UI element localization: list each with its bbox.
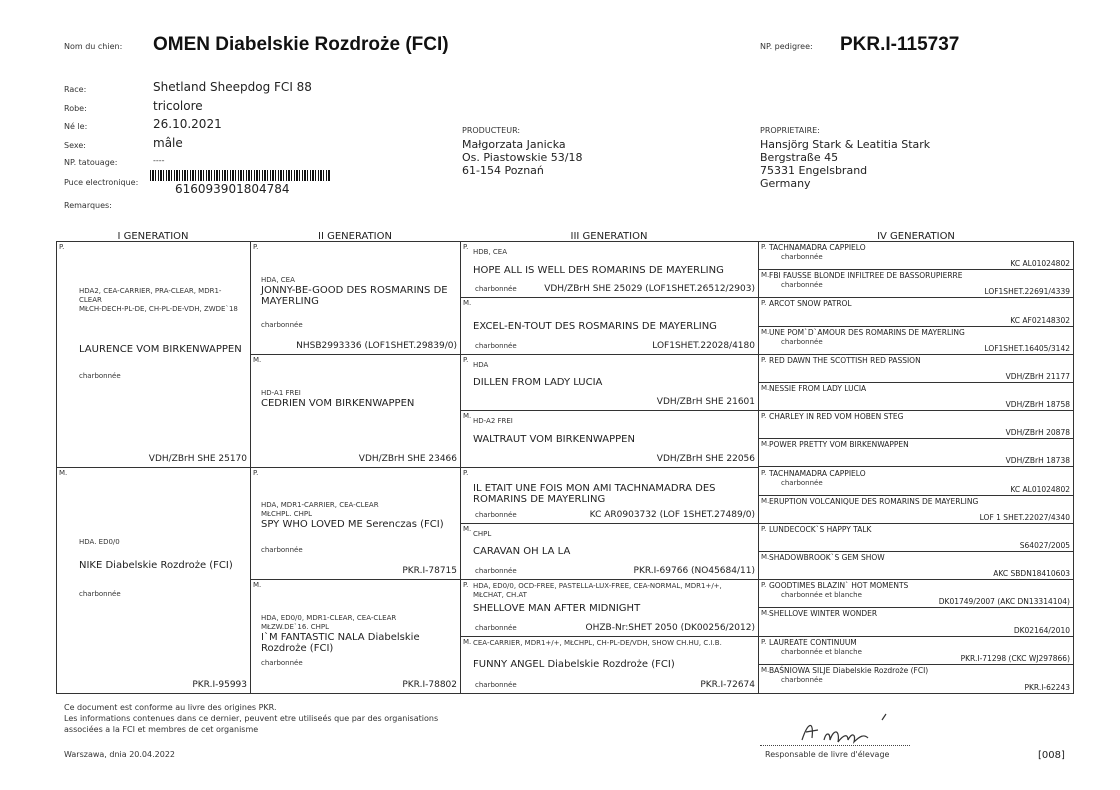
ancestor-color: charbonnée bbox=[781, 675, 823, 684]
ancestor-cell-gen4 bbox=[759, 439, 1073, 467]
ancestor-titles: HDA bbox=[473, 360, 489, 369]
ancestor-name: SHADOWBROOK`S GEM SHOW bbox=[769, 553, 885, 563]
signature bbox=[790, 710, 920, 755]
ancestor-color: charbonnée bbox=[781, 281, 823, 290]
ancestor-name: UNE POM`D`AMOUR DES ROMARINS DE MAYERLING bbox=[769, 327, 965, 337]
ancestor-cell-gen2 bbox=[251, 355, 461, 468]
ancestor-titles: HDA. ED0/0 bbox=[79, 537, 120, 546]
ancestor-name: BAŚNIOWA SILJE Diabelskie Rozdroże (FCI) bbox=[769, 665, 929, 675]
ancestor-registration: DK02164/2010 bbox=[1013, 625, 1070, 635]
ancestor-color-registration bbox=[475, 284, 755, 294]
ancestor-name: NIKE Diabelskie Rozdroże (FCI) bbox=[79, 559, 233, 571]
sex-marker: M. bbox=[761, 440, 770, 449]
ancestor-registration: PKR.I-95993 bbox=[192, 680, 247, 690]
responsible-label: Responsable de livre d'élevage bbox=[765, 750, 890, 759]
ancestor-color: charbonnée bbox=[475, 285, 517, 294]
ancestor-cell-gen4 bbox=[759, 298, 1073, 326]
signature-line bbox=[760, 745, 910, 746]
ancestor-color: charbonnée bbox=[261, 320, 303, 329]
ancestor-cell-gen4 bbox=[759, 355, 1073, 383]
sex-marker: P. bbox=[761, 524, 767, 533]
pedigree-number: PKR.I-115737 bbox=[840, 34, 960, 55]
ancestor-registration: PKR.I-78802 bbox=[402, 680, 457, 690]
ancestor-name: GOODTIMES BLAZIN` HOT MOMENTS bbox=[769, 581, 909, 591]
born-label: Né le: bbox=[64, 122, 88, 131]
chip-barcode bbox=[150, 170, 330, 181]
ancestor-cell-gen4 bbox=[759, 580, 1073, 608]
ancestor-color: charbonnée bbox=[79, 372, 121, 380]
ancestor-color: charbonnée et blanche bbox=[781, 591, 862, 600]
ancestor-registration: VDH/ZBrH 18738 bbox=[1005, 456, 1070, 466]
chip-number: 616093901804784 bbox=[175, 182, 290, 196]
ancestor-titles: HD-A1 FREI bbox=[261, 388, 301, 397]
ancestor-cell-gen4 bbox=[759, 637, 1073, 665]
sex-marker: P. bbox=[463, 243, 469, 251]
owner-label: PROPRIETAIRE: bbox=[760, 126, 820, 135]
ancestor-registration: LOF1SHET.22028/4180 bbox=[652, 340, 755, 351]
sex-marker: P. bbox=[463, 581, 469, 590]
owner-line: Hansjörg Stark & Leatitia Stark bbox=[760, 138, 931, 151]
chip-label: Puce electronique: bbox=[64, 178, 139, 187]
ancestor-name: ERUPTION VOLCANIQUE DES ROMARINS DE MAYERLING bbox=[769, 496, 979, 506]
ancestor-cell-gen3 bbox=[461, 411, 759, 467]
sex-marker: P. bbox=[253, 243, 259, 251]
robe-label: Robe: bbox=[64, 104, 87, 113]
sex-marker: M. bbox=[253, 581, 262, 590]
producer-line: Małgorzata Janicka bbox=[462, 138, 566, 151]
sex-marker: P. bbox=[463, 468, 469, 477]
pedigree-label: NP. pedigree: bbox=[760, 42, 813, 51]
ancestor-name: SHELLOVE WINTER WONDER bbox=[769, 609, 878, 619]
ancestor-name: LAURENCE VOM BIRKENWAPPEN bbox=[79, 344, 242, 355]
generation-header-1: I GENERATION bbox=[117, 231, 189, 242]
owner-line: Germany bbox=[760, 177, 811, 190]
sex-marker: P. bbox=[761, 243, 767, 251]
ancestor-color: charbonnée bbox=[781, 253, 823, 261]
ancestor-name: TACHNAMADRA CAPPIELO bbox=[769, 468, 866, 478]
born-value: 26.10.2021 bbox=[153, 117, 222, 131]
ancestor-name: HOPE ALL IS WELL DES ROMARINS DE MAYERLING bbox=[473, 264, 724, 276]
ancestor-color-registration bbox=[475, 510, 755, 520]
ancestor-cell-gen1 bbox=[57, 468, 251, 694]
producer-line: Os. Piastowskie 53/18 bbox=[462, 151, 583, 164]
sex-marker: P. bbox=[761, 299, 767, 308]
ancestor-name: DILLEN FROM LADY LUCIA bbox=[473, 377, 603, 389]
ancestor-cell-gen3 bbox=[461, 637, 759, 693]
ancestor-cell-gen1 bbox=[57, 242, 251, 468]
ancestor-cell-gen4 bbox=[759, 524, 1073, 552]
ancestor-registration: VDH/ZBrH SHE 23466 bbox=[358, 453, 457, 464]
ancestor-color: charbonnée bbox=[261, 546, 303, 555]
sex-marker: M. bbox=[463, 637, 472, 646]
ancestor-titles: HDA, MDR1-CARRIER, CEA-CLEAR MŁCHPL. CHPL bbox=[261, 501, 379, 519]
ancestor-color: charbonnée bbox=[781, 337, 823, 346]
ancestor-registration: NHSB2993336 (LOF1SHET.29839/0) bbox=[296, 340, 457, 351]
ancestor-name: SHELLOVE MAN AFTER MIDNIGHT bbox=[473, 602, 641, 614]
ancestor-color: charbonnée bbox=[261, 659, 303, 668]
ancestor-cell-gen4 bbox=[759, 242, 1073, 270]
ancestor-registration: KC AL01024802 bbox=[1010, 259, 1070, 269]
owner-line: 75331 Engelsbrand bbox=[760, 164, 868, 177]
sex-marker: P. bbox=[761, 581, 767, 590]
ancestor-registration: AKC SBDN18410603 bbox=[993, 569, 1070, 579]
ancestor-registration: PKR.I-62243 bbox=[1024, 682, 1070, 692]
ancestor-color: charbonnée bbox=[475, 567, 517, 576]
ancestor-cell-gen3 bbox=[461, 355, 759, 411]
ancestor-cell-gen3 bbox=[461, 580, 759, 636]
producer-address bbox=[462, 138, 582, 177]
ancestor-titles: HD-A2 FREI bbox=[473, 417, 513, 426]
ancestor-registration: VDH/ZBrH 20878 bbox=[1005, 428, 1070, 438]
ancestor-cell-gen3 bbox=[461, 468, 759, 524]
ancestor-titles: CEA-CARRIER, MDR1+/+, MŁCHPL, CH-PL-DE/VDH, SHOW CH.HU, C.I.B. bbox=[473, 638, 722, 647]
ancestor-name: RED DAWN THE SCOTTISH RED PASSION bbox=[769, 355, 921, 365]
tattoo-label: NP. tatouage: bbox=[64, 158, 118, 167]
dog-name-label: Nom du chien: bbox=[64, 42, 123, 51]
sex-marker: P. bbox=[463, 355, 469, 364]
generation-header-4: IV GENERATION bbox=[877, 231, 955, 242]
ancestor-name: POWER PRETTY VOM BIRKENWAPPEN bbox=[769, 440, 909, 450]
place-date: Warszawa, dnia 20.04.2022 bbox=[64, 750, 176, 759]
ancestor-cell-gen4 bbox=[759, 327, 1073, 355]
ancestor-name: CHARLEY IN RED VOM HOBEN STEG bbox=[769, 412, 904, 422]
ancestor-name: LAUREATE CONTINUUM bbox=[769, 637, 857, 647]
ancestor-registration: VDH/ZBrH SHE 25029 (LOF1SHET.26512/2903) bbox=[544, 284, 755, 295]
owner-address bbox=[760, 138, 930, 190]
ancestor-titles: CHPL bbox=[473, 529, 492, 538]
ancestor-registration: LOF1SHET.16405/3142 bbox=[984, 343, 1070, 353]
ancestor-name: NESSIE FROM LADY LUCIA bbox=[769, 383, 867, 393]
footer-info: Les informations contenues dans ce dernier, peuvent etre utiliseés que par des organisations bbox=[64, 714, 439, 723]
ancestor-registration: KC AL01024802 bbox=[1010, 484, 1070, 494]
generation-header-2: II GENERATION bbox=[318, 231, 392, 242]
ancestor-cell-gen4 bbox=[759, 552, 1073, 580]
ancestor-registration: KC AF02148302 bbox=[1010, 315, 1070, 325]
sex-marker: M. bbox=[59, 468, 68, 477]
sex-marker: P. bbox=[761, 637, 767, 646]
ancestor-name: FBI FAUSSE BLONDE INFILTREE DE BASSORUPIERRE bbox=[769, 271, 963, 281]
ancestor-cell-gen4 bbox=[759, 608, 1073, 636]
owner-line: Bergstraße 45 bbox=[760, 151, 839, 164]
ancestor-registration: S64027/2005 bbox=[1019, 541, 1070, 551]
ancestor-color: charbonnée bbox=[475, 681, 517, 689]
ancestor-registration: VDH/ZBrH 18758 bbox=[1005, 400, 1070, 410]
sex-marker: M. bbox=[761, 496, 770, 505]
ancestor-cell-gen2 bbox=[251, 242, 461, 355]
tattoo-value: ---- bbox=[153, 156, 165, 165]
sex-marker: P. bbox=[761, 355, 767, 364]
ancestor-registration: KC AR0903732 (LOF 1SHET.27489/0) bbox=[589, 509, 755, 520]
ancestor-cell-gen2 bbox=[251, 580, 461, 693]
sex-marker: M. bbox=[463, 299, 472, 308]
document-code: [008] bbox=[1038, 750, 1065, 761]
ancestor-registration: VDH/ZBrH SHE 25170 bbox=[148, 453, 247, 464]
sex-marker: M. bbox=[761, 553, 770, 562]
dog-name: OMEN Diabelskie Rozdroże (FCI) bbox=[153, 34, 449, 55]
ancestor-color: charbonnée bbox=[475, 623, 517, 632]
ancestor-color-registration bbox=[475, 680, 755, 690]
ancestor-color: charbonnée bbox=[781, 478, 823, 487]
ancestor-titles: HDB, CEA bbox=[473, 248, 508, 256]
ancestor-color-registration bbox=[475, 566, 755, 576]
footer-info-2: associées a la FCI et membres de cet organisme bbox=[64, 725, 259, 734]
ancestor-cell-gen4 bbox=[759, 665, 1073, 693]
pedigree-table bbox=[56, 241, 1074, 694]
ancestor-registration: LOF1SHET.22691/4339 bbox=[984, 287, 1070, 297]
ancestor-name: TACHNAMADRA CAPPIELO bbox=[769, 243, 866, 252]
remarks-label: Remarques: bbox=[64, 201, 112, 210]
sex-marker: M. bbox=[761, 665, 770, 674]
ancestor-color: charbonnée bbox=[475, 510, 517, 519]
ancestor-name: SPY WHO LOVED ME Serenczas (FCI) bbox=[261, 519, 444, 531]
ancestor-cell-gen4 bbox=[759, 411, 1073, 439]
ancestor-cell-gen3 bbox=[461, 298, 759, 354]
ancestor-registration: LOF 1 SHET.22027/4340 bbox=[979, 512, 1070, 522]
ancestor-registration: PKR.I-71298 (CKC WJ297866) bbox=[960, 653, 1070, 663]
sex-marker: M. bbox=[463, 412, 472, 421]
ancestor-registration: PKR.I-78715 bbox=[402, 566, 457, 577]
robe-value: tricolore bbox=[153, 99, 203, 113]
sex-marker: P. bbox=[59, 243, 65, 251]
ancestor-registration: PKR.I-69766 (NO45684/11) bbox=[633, 566, 755, 577]
footer-conformity: Ce document est conforme au livre des origines PKR. bbox=[64, 703, 277, 712]
ancestor-cell-gen4 bbox=[759, 270, 1073, 298]
ancestor-cell-gen4 bbox=[759, 468, 1073, 496]
ancestor-name: FUNNY ANGEL Diabelskie Rozdroże (FCI) bbox=[473, 659, 675, 671]
ancestor-color-registration bbox=[475, 623, 755, 633]
sex-marker: M. bbox=[253, 355, 262, 364]
ancestor-name: JONNY-BE-GOOD DES ROSMARINS DE MAYERLING bbox=[261, 284, 448, 307]
sex-marker: M. bbox=[761, 327, 770, 336]
ancestor-cell-gen3 bbox=[461, 524, 759, 580]
ancestor-cell-gen3 bbox=[461, 242, 759, 298]
sex-label: Sexe: bbox=[64, 141, 86, 150]
ancestor-registration: DK01749/2007 (AKC DN13314104) bbox=[938, 597, 1070, 607]
ancestor-color: charbonnée bbox=[79, 589, 121, 598]
ancestor-registration: VDH/ZBrH SHE 21601 bbox=[656, 397, 755, 408]
ancestor-titles: HDA2, CEA-CARRIER, PRA-CLEAR, MDR1-CLEAR MŁCH-DECH-PL-DE, CH-PL-DE-VDH, ZWDE`18 bbox=[79, 287, 238, 313]
sex-marker: M. bbox=[761, 609, 770, 618]
ancestor-name: IL ETAIT UNE FOIS MON AMI TACHNAMADRA DES ROMARINS DE MAYERLING bbox=[473, 483, 716, 506]
sex-marker: P. bbox=[761, 468, 767, 477]
ancestor-titles: HDA, ED0/0, OCD-FREE, PASTELLA-LUX-FREE, CEA-NORMAL, MDR1+/+, MŁCHAT, CH.AT bbox=[473, 582, 722, 600]
ancestor-registration: OHZB-Nr:SHET 2050 (DK00256/2012) bbox=[585, 622, 755, 633]
producer-line: 61-154 Poznań bbox=[462, 164, 544, 177]
ancestor-cell-gen4 bbox=[759, 496, 1073, 524]
ancestor-color: charbonnée bbox=[475, 341, 517, 350]
ancestor-color: charbonnée et blanche bbox=[781, 647, 862, 656]
ancestor-name: CARAVAN OH LA LA bbox=[473, 546, 571, 558]
ancestor-registration: VDH/ZBrH SHE 22056 bbox=[656, 453, 755, 464]
ancestor-cell-gen4 bbox=[759, 383, 1073, 411]
sex-marker: P. bbox=[253, 468, 259, 477]
ancestor-name: WALTRAUT VOM BIRKENWAPPEN bbox=[473, 433, 635, 445]
ancestor-name: LUNDECOCK`S HAPPY TALK bbox=[769, 524, 872, 534]
sex-marker: M. bbox=[463, 524, 472, 533]
sex-value: mâle bbox=[153, 136, 183, 150]
ancestor-name: CEDRIEN VOM BIRKENWAPPEN bbox=[261, 397, 415, 409]
ancestor-name: EXCEL-EN-TOUT DES ROSMARINS DE MAYERLING bbox=[473, 320, 717, 332]
ancestor-registration: VDH/ZBrH 21177 bbox=[1005, 371, 1070, 381]
ancestor-color-registration bbox=[475, 341, 755, 351]
ancestor-registration: PKR.I-72674 bbox=[700, 680, 755, 690]
ancestor-name: I`M FANTASTIC NALA Diabelskie Rozdroże (FCI) bbox=[261, 632, 420, 655]
race-value: Shetland Sheepdog FCI 88 bbox=[153, 80, 312, 94]
ancestor-titles: HDA, ED0/0, MDR1-CLEAR, CEA-CLEAR MŁZW.DE`16. CHPL bbox=[261, 614, 397, 632]
ancestor-cell-gen2 bbox=[251, 468, 461, 581]
sex-marker: M. bbox=[761, 271, 770, 280]
generation-header-3: III GENERATION bbox=[570, 231, 648, 242]
race-label: Race: bbox=[64, 85, 87, 94]
producer-label: PRODUCTEUR: bbox=[462, 126, 521, 135]
ancestor-titles: HDA, CEA bbox=[261, 275, 295, 284]
ancestor-name: ARCOT SNOW PATROL bbox=[769, 299, 852, 309]
sex-marker: P. bbox=[761, 412, 767, 421]
sex-marker: M. bbox=[761, 383, 770, 392]
